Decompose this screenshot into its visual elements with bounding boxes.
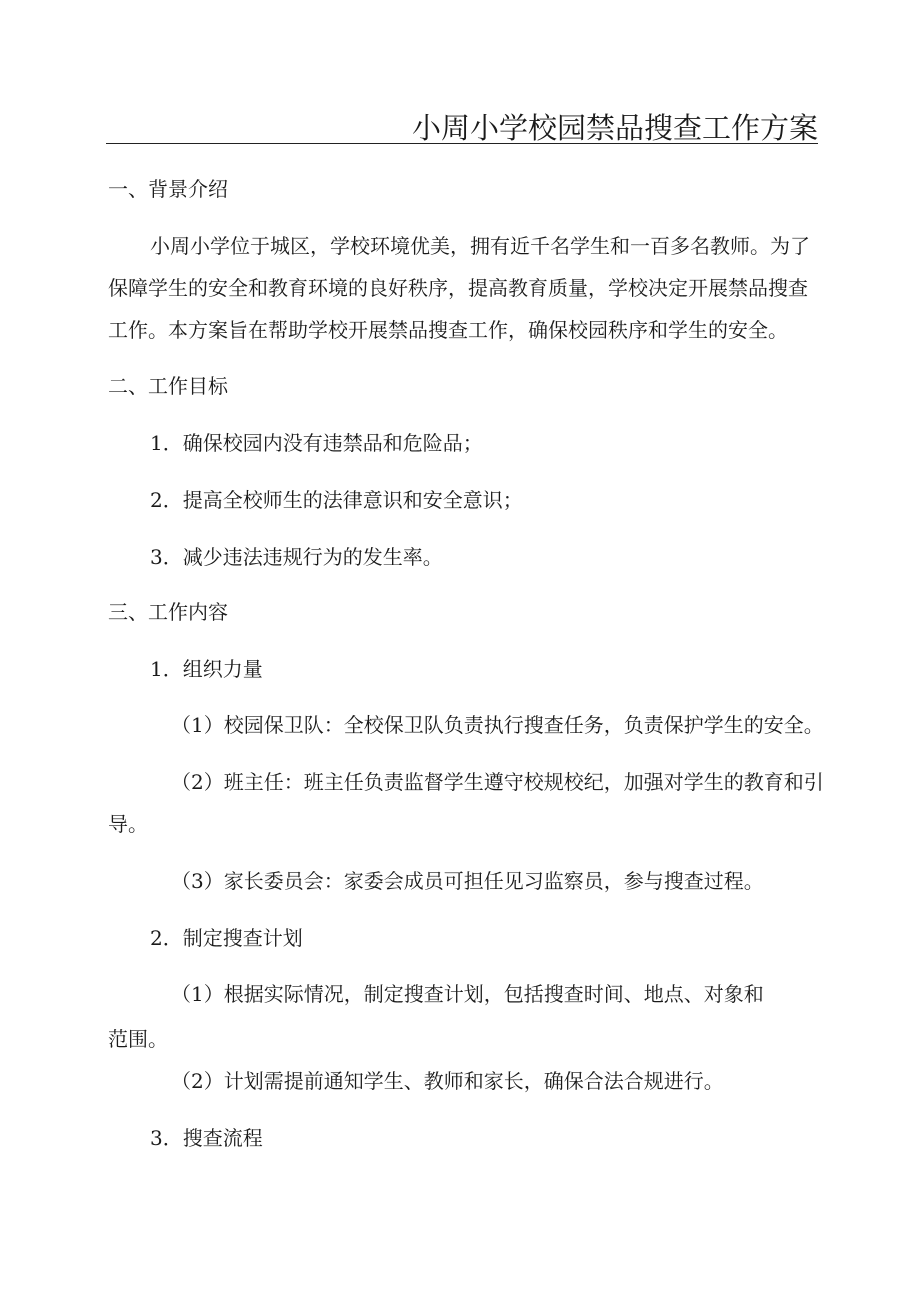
- goal-item: 3．减少违法违规行为的发生率。: [150, 545, 443, 569]
- paragraph-line: 小周小学位于城区，学校环境优美，拥有近千名学生和一百多名教师。为了: [150, 234, 810, 258]
- document-title: 小周小学校园禁品搜查工作方案: [411, 111, 818, 145]
- goal-item: 2．提高全校师生的法律意识和安全意识；: [150, 488, 523, 512]
- list-item-continuation: 范围。: [108, 1027, 168, 1051]
- list-item: （2）班主任：班主任负责监督学生遵守校规校纪，加强对学生的教育和引: [171, 770, 824, 794]
- subsection-title: 3．搜查流程: [150, 1126, 263, 1150]
- section-heading-background: 一、背景介绍: [108, 177, 228, 201]
- section-heading-goals: 二、工作目标: [108, 374, 228, 398]
- subsection-title: 2．制定搜查计划: [150, 926, 303, 950]
- list-item: （1）根据实际情况，制定搜查计划，包括搜查时间、地点、对象和: [171, 982, 764, 1006]
- list-item: （3）家长委员会：家委会成员可担任见习监察员，参与搜查过程。: [171, 869, 764, 893]
- list-item-continuation: 导。: [108, 812, 148, 836]
- paragraph-line: 保障学生的安全和教育环境的良好秩序，提高教育质量，学校决定开展禁品搜查: [108, 276, 808, 300]
- section-heading-content: 三、工作内容: [108, 600, 228, 624]
- subsection-title: 1．组织力量: [150, 657, 263, 681]
- paragraph-line: 工作。本方案旨在帮助学校开展禁品搜查工作，确保校园秩序和学生的安全。: [108, 318, 788, 342]
- goal-item: 1．确保校园内没有违禁品和危险品；: [150, 431, 483, 455]
- list-item: （2）计划需提前通知学生、教师和家长，确保合法合规进行。: [171, 1069, 724, 1093]
- list-item: （1）校园保卫队：全校保卫队负责执行搜查任务，负责保护学生的安全。: [171, 713, 824, 737]
- title-underline: [106, 143, 818, 144]
